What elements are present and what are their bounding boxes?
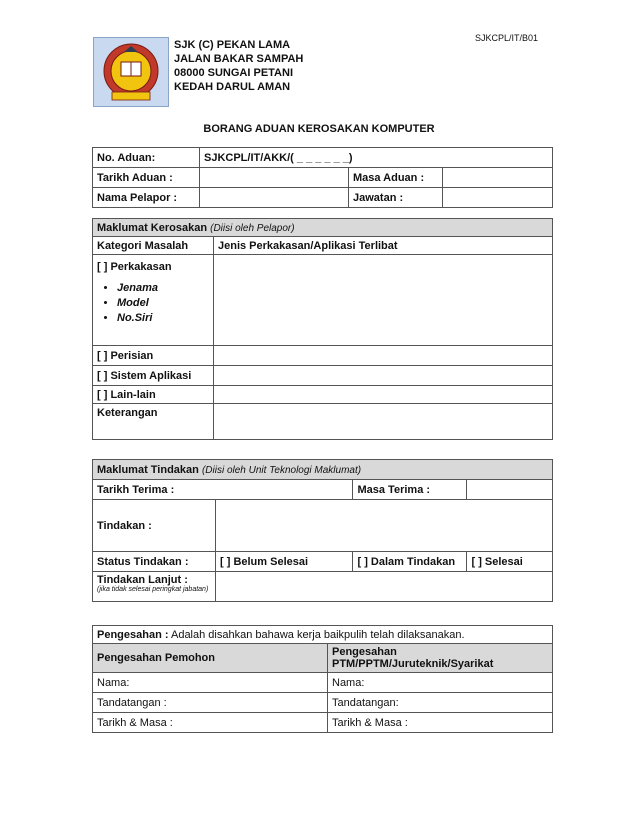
tindakan-heading — [93, 460, 553, 480]
nama-pelapor-label: Nama Pelapor : — [93, 188, 200, 208]
kerosakan-heading — [93, 219, 553, 237]
form-title: BORANG ADUAN KEROSAKAN KOMPUTER — [203, 123, 435, 135]
tindakan-lanjut-label: Tindakan Lanjut : — [97, 574, 188, 586]
no-aduan-value[interactable]: SJKCPL/IT/AKK/( _ _ _ _ _ _) — [200, 148, 553, 168]
tindakan-table — [92, 459, 553, 602]
perkakasan-checkbox[interactable]: [ ] Perkakasan — [97, 261, 172, 273]
jawatan-label: Jawatan : — [349, 188, 443, 208]
perisian-checkbox[interactable]: [ ] Perisian — [93, 346, 214, 366]
lain-lain-checkbox[interactable]: [ ] Lain-lain — [93, 386, 214, 404]
perkakasan-cell — [93, 255, 214, 346]
tindakan-lanjut-note: (jika tidak selesai peringkat jabatan) — [97, 586, 209, 593]
spec-item: • No.Siri — [117, 311, 209, 326]
nama-pemohon-field[interactable]: Nama: — [93, 673, 328, 693]
complaint-header-table — [92, 147, 553, 208]
masa-terima-label: Masa Terima : — [353, 480, 467, 500]
nama-pelapor-field[interactable] — [200, 188, 349, 208]
pengesahan-table — [92, 625, 553, 733]
perisian-detail-field[interactable] — [214, 346, 553, 366]
no-aduan-label: No. Aduan: — [93, 148, 200, 168]
keterangan-field[interactable] — [214, 404, 553, 440]
tarikh-pemohon-field[interactable]: Tarikh & Masa : — [93, 713, 328, 733]
sistem-aplikasi-detail-field[interactable] — [214, 366, 553, 386]
masa-aduan-label: Masa Aduan : — [349, 168, 443, 188]
nama-ptm-field[interactable]: Nama: — [328, 673, 553, 693]
tandatangan-pemohon-field[interactable]: Tandatangan : — [93, 693, 328, 713]
kerosakan-table — [92, 218, 553, 440]
tindakan-lanjut-cell — [93, 572, 216, 602]
tindakan-field[interactable] — [216, 500, 553, 552]
perkakasan-detail-field[interactable] — [214, 255, 553, 346]
spec-item: • Model — [117, 296, 209, 311]
school-address-line: JALAN BAKAR SAMPAH — [174, 53, 304, 65]
kategori-header: Kategori Masalah — [93, 237, 214, 255]
school-logo — [93, 37, 169, 107]
school-address — [174, 38, 303, 94]
tarikh-aduan-label: Tarikh Aduan : — [93, 168, 200, 188]
status-selesai[interactable]: [ ] Selesai — [467, 552, 553, 572]
pengesahan-heading — [93, 626, 553, 644]
kerosakan-heading-label: Maklumat Kerosakan — [97, 221, 208, 234]
status-label: Status Tindakan : — [93, 552, 216, 572]
tarikh-terima-label — [93, 480, 353, 500]
document-code: SJKCPL/IT/B01 — [474, 33, 538, 43]
jenis-header: Jenis Perkakasan/Aplikasi Terlibat — [214, 237, 553, 255]
kerosakan-note: (Diisi oleh Pelapor) — [210, 222, 295, 234]
status-dalam-tindakan[interactable]: [ ] Dalam Tindakan — [353, 552, 467, 572]
school-address-line: 08000 SUNGAI PETANI — [174, 67, 294, 79]
tandatangan-ptm-field[interactable]: Tandatangan: — [328, 693, 553, 713]
pengesahan-pemohon-header: Pengesahan Pemohon — [93, 644, 328, 673]
tindakan-note: (Diisi oleh Unit Teknologi Maklumat) — [201, 464, 362, 476]
tarikh-terima-text: Tarikh Terima : — [97, 483, 175, 496]
status-belum-selesai[interactable]: [ ] Belum Selesai — [216, 552, 353, 572]
school-name: SJK (C) PEKAN LAMA — [174, 39, 291, 51]
jawatan-field[interactable] — [443, 188, 553, 208]
spec-item: • Jenama — [117, 281, 209, 296]
pengesahan-statement: Adalah disahkan bahawa kerja baikpulih telah dilaksanakan. — [170, 628, 465, 641]
sistem-aplikasi-checkbox[interactable]: [ ] Sistem Aplikasi — [93, 366, 214, 386]
spec-list — [97, 281, 209, 326]
tindakan-label: Tindakan : — [93, 500, 216, 552]
tarikh-aduan-field[interactable] — [200, 168, 349, 188]
lain-lain-detail-field[interactable] — [214, 386, 553, 404]
masa-terima-field[interactable] — [467, 480, 553, 500]
pengesahan-heading-label: Pengesahan : — [97, 628, 169, 641]
pengesahan-ptm-header: Pengesahan PTM/PPTM/Juruteknik/Syarikat — [328, 644, 553, 673]
tindakan-lanjut-field[interactable] — [216, 572, 553, 602]
keterangan-label: Keterangan — [93, 404, 214, 440]
school-address-line: KEDAH DARUL AMAN — [174, 81, 291, 93]
masa-aduan-field[interactable] — [443, 168, 553, 188]
tarikh-ptm-field[interactable]: Tarikh & Masa : — [328, 713, 553, 733]
tindakan-heading-label: Maklumat Tindakan — [97, 463, 199, 476]
